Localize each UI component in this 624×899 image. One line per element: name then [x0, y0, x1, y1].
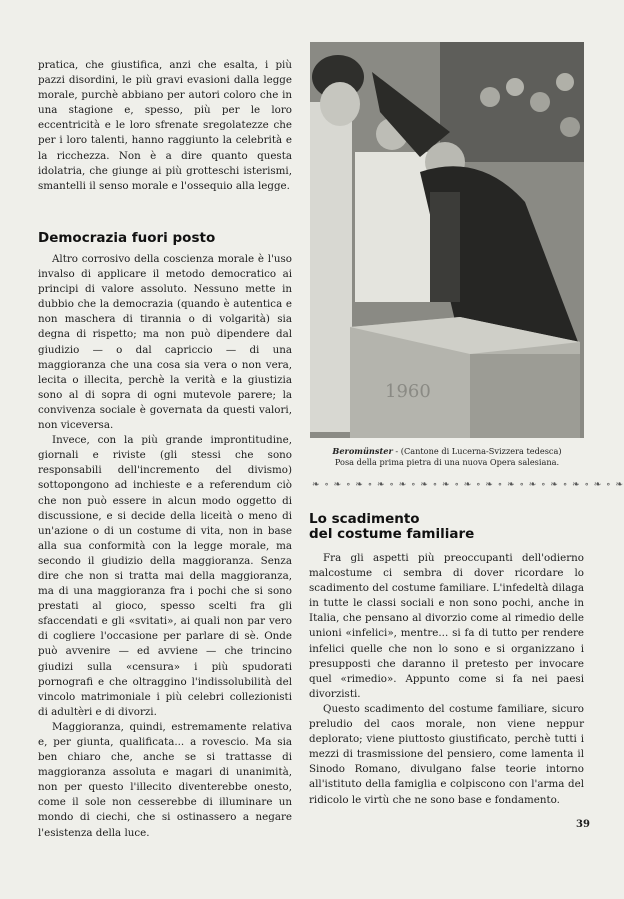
paragraph: Questo scadimento del costume familiare, sicuro preludio del caos morale, non viene neppur deplorato; viene piuttosto giustificato, perchè tutti i mezzi di trasmissione del pensiero, come lamenta il Sinodo Romano, divulgano false teorie intorno all'istituto della famiglia e colpiscono con l'arma del ridicolo le virtù che ne sono base e fondamento.	[309, 702, 584, 806]
photo-caption: Beromünster - (Cantone di Lucerna-Svizzera tedesca) Posa della prima pietra di una nuova Opera salesiana.	[310, 446, 584, 468]
intro-paragraph: pratica, che giustifica, anzi che esalta, i più pazzi disordini, le più gravi evasioni dalla legge morale, purchè abbiano per autori coloro che in una stagione e, spesso, più per le loro eccentricità e le loro sfrenate sregolatezze che per i loro talenti, hanno raggiunto la celebrità e la ricchezza. Non è a dire quanto questa idolatria, che giunge ai più grotteschi isterismi, smantelli il senso morale e l'ossequio alla legge.	[38, 59, 292, 192]
left-column-intro	[38, 58, 292, 194]
paragraph: Maggioranza, quindi, estremamente relativa e, per giunta, qualificata... a rovescio. Ma sia ben chiaro che, anche se si trattasse di maggioranza assoluta e magari di unanimità, non per questo l'illecito diventerebbe onesto, come il sole non cesserebbe di illuminare un mondo di ciechi, che si ostinassero a negare l'esistenza della luce.	[38, 720, 292, 839]
caption-place: Beromünster	[332, 446, 393, 456]
caption-text: Posa della prima pietra di una nuova Opera salesiana.	[334, 457, 560, 467]
caption-region: (Cantone di Lucerna-Svizzera tedesca)	[400, 446, 562, 456]
photo-foundation-stone	[310, 42, 584, 438]
left-column-body	[38, 252, 292, 841]
photo-illustration	[310, 42, 584, 438]
decorative-divider: ❧ ∘ ❧ ∘ ❧ ∘ ❧ ∘ ❧ ∘ ❧ ∘ ❧ ∘ ❧ ∘ ❧ ∘ ❧ ∘ ❧ ∘ ❧ ∘ ❧ ∘ ❧ ∘ ❧	[312, 480, 624, 490]
paragraph: Fra gli aspetti più preoccupanti dell'odierno malcostume ci sembra di dover ricordare lo scadimento del costume familiare. L'infedeltà dilaga in tutte le classi sociali e non sono pochi, anche in Italia, che pensano al divorzio come al rimedio delle unioni «infelici», mentre... si fa di tutto per rendere infelici quelle che non lo sono e si organizzano i presupposti che daranno il pretesto per invocare quel «rimedio». Appunto come si fa nei paesi divorzisti.	[309, 552, 584, 700]
heading-line: del costume familiare	[309, 526, 475, 542]
section-heading-democrazia: Democrazia fuori posto	[38, 230, 216, 246]
page-number: 39	[576, 819, 590, 830]
heading-line: Lo scadimento	[309, 511, 420, 527]
right-column-body	[309, 551, 584, 808]
paragraph: Altro corrosivo della coscienza morale è l'uso invalso di applicare il metodo democratico ai principi di valore assoluto. Nessuno mette in dubbio che la democrazia (quando è autentica e non maschera di tirannia o di volgarità) sia degna di rispetto; ma non può dipendere dal giudizio — o dal capriccio — di una maggioranza che una cosa sia vera o non vera, lecita o illecita, perchè la verità e la giustizia sono al di sopra di ogni mutevole parere; la convivenza sociale è governata da questi valori, non viceversa.	[38, 253, 292, 432]
svg-text:1960: 1960	[385, 381, 431, 402]
paragraph: Invece, con la più grande improntitudine, giornali e riviste (gli stessi che sono responsabili dell'incremento del divismo) sottopongono ad inchieste e a referendum ciò che non può essere in alcun modo oggetto di discussione, e si decide della liceità o meno di un'azione o di un costume di vita, non in base alla sua conformità con la legge morale, ma secondo il giudizio della maggioranza. Senza dire che non si tratta mai della maggioranza, ma di una maggioranza fra i pochi che si sono prestati al gioco, spesso scelti fra gli sfaccendati e gli «svitati», ai quali non par vero di cogliere l'occasione per parlare di sè. Onde può avvenire — ed avviene — che trincino giudizi sulla «censura» i più spudorati pornografi e che oltraggino l'indissolubilità del vincolo matrimoniale i più celebri collezionisti di adultèri e di divorzi.	[38, 434, 292, 718]
section-heading-costume	[309, 512, 474, 542]
